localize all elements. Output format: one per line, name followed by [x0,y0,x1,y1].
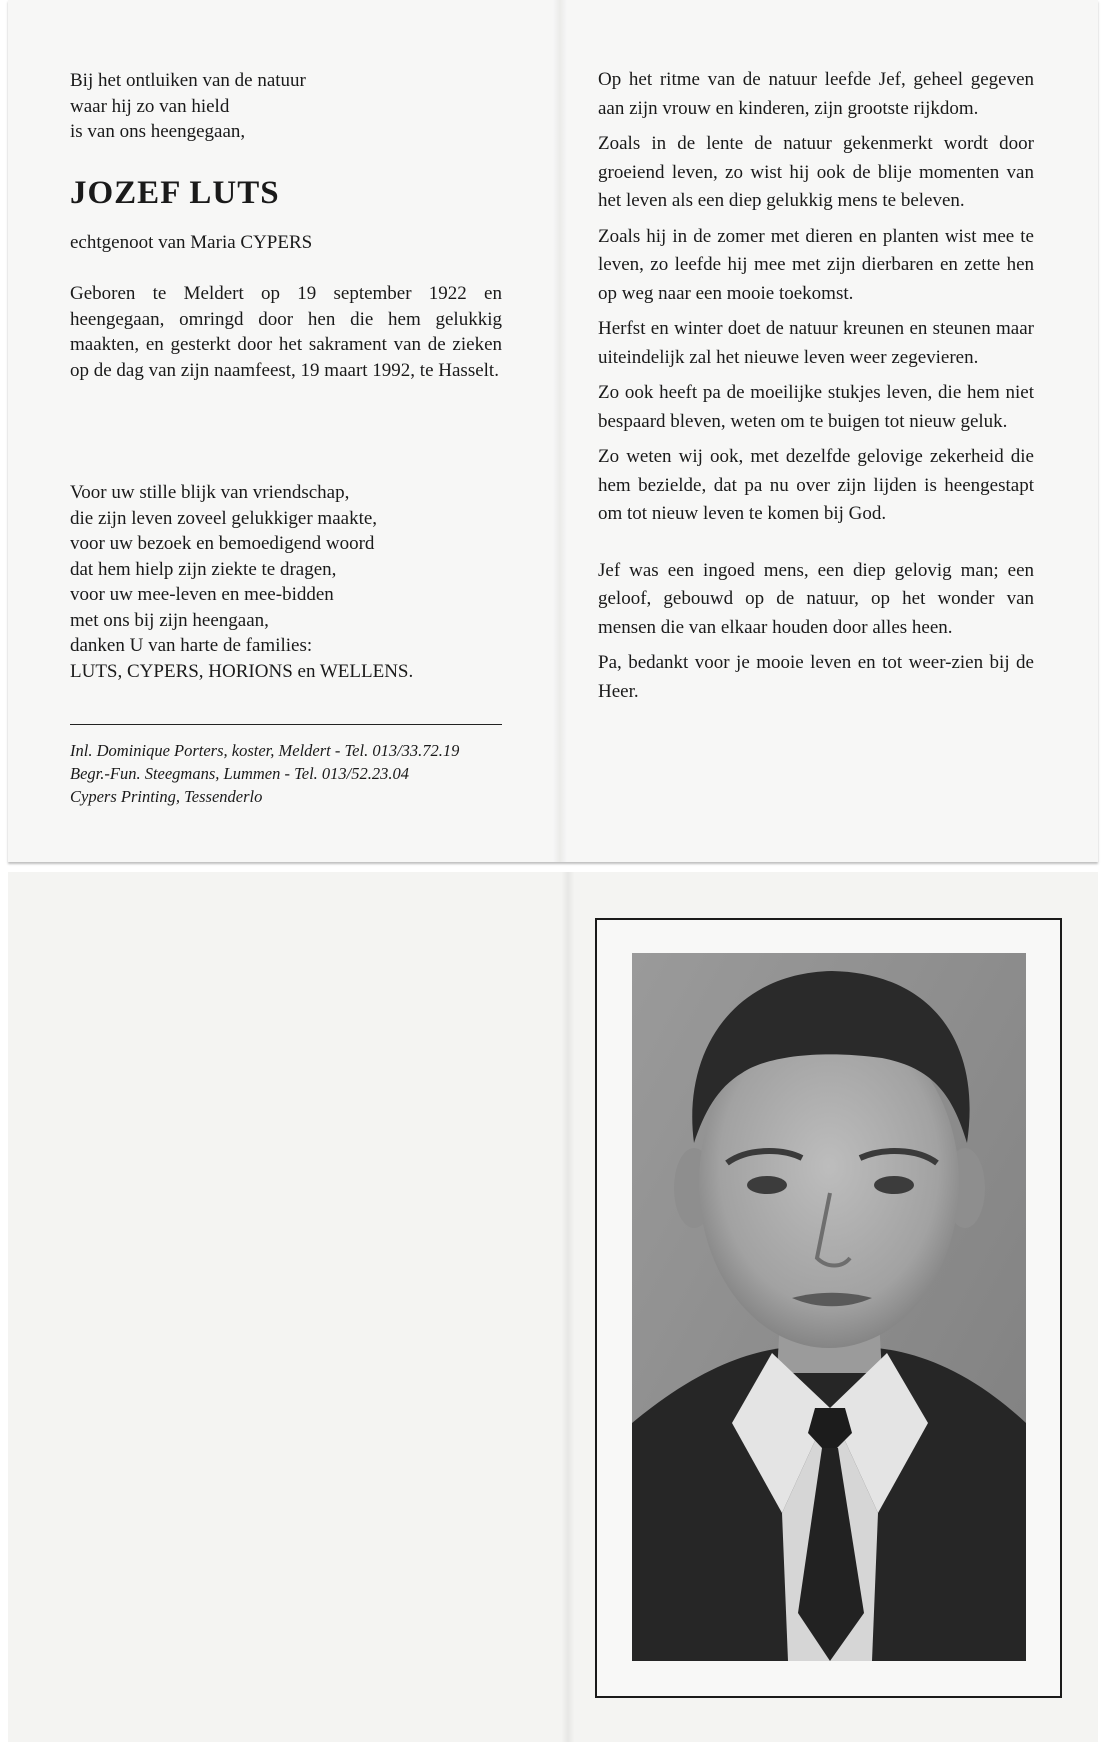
printer-credits [70,739,502,808]
thanks-line: die zijn leven zoveel gelukkiger maakte, [70,507,378,529]
intro-line: is van ons heengegaan, [70,121,246,142]
tribute-paragraph: Zo weten wij ook, met dezelfde gelovige zekerheid die hem bezielde, dat pa nu over zijn lijden is heengestapt om tot nieuw leven te komen bij God. [598,446,1034,524]
intro-verse [70,68,502,145]
tribute-text [598,66,1034,713]
thanks-line: met ons bij zijn heengaan, [70,609,269,631]
biography: Geboren te Meldert op 19 september 1922 en heengegaan, omringd door hen die hem gelukkig maakten, en gesterkt door het sakrament van de zieken op de dag van zijn naamfeest, 19 maart 1992, te Hasselt. [70,283,502,381]
thanks-line: danken U van harte de families: [70,635,313,656]
card-fold [553,0,567,862]
credit-line: Begr.-Fun. Steegmans, Lummen - Tel. 013/52.23.04 [70,764,409,783]
thanks-line: voor uw mee-leven en mee-bidden [70,584,334,605]
credit-line: Inl. Dominique Porters, koster, Meldert - Tel. 013/33.72.19 [70,741,460,760]
tribute-paragraph: Zoals hij in de zomer met dieren en planten wist mee te leven, zo leefde hij mee met zijn dierbaren en zette hen op weg naar een mooie toekomst. [598,225,1034,304]
portrait-photo [632,953,1026,1661]
intro-line: waar hij zo van hield [70,95,230,117]
thanks-line: Voor uw stille blijk van vriendschap, [70,482,350,503]
thanks-line: voor uw bezoek en bemoedigend woord [70,533,375,554]
tribute-paragraph: Jef was een ingoed mens, een diep gelovig man; een geloof, gebouwd op de natuur, op het wonder van mensen die van elkaar houden door alles heen. [598,559,1034,638]
spouse-line: echtgenoot van Maria CYPERS [70,232,313,253]
families-line: LUTS, CYPERS, HORIONS en WELLENS. [70,660,414,682]
tribute-paragraph: Zo ook heeft pa de moeilijke stukjes leven, die hem niet bespaard bleven, weten om te buigen tot nieuw geluk. [598,382,1034,432]
credit-line: Cypers Printing, Tessenderlo [70,787,263,806]
portrait-illustration [632,953,1026,1661]
intro-line: Bij het ontluiken van de natuur [70,70,306,91]
tribute-paragraph: Op het ritme van de natuur leefde Jef, geheel gegeven aan zijn vrouw en kinderen, zijn grootste rijkdom. [598,69,1034,119]
divider-rule [70,724,502,725]
deceased-name: JOZEF LUTS [70,175,280,211]
tribute-paragraph: Zoals in de lente de natuur gekenmerkt wordt door groeiend leven, zo wist hij ook de blije momenten van het leven als een diep gelukkig mens te beleven. [598,133,1034,211]
tribute-paragraph: Herfst en winter doet de natuur kreunen en steunen maar uiteindelijk zal het nieuwe leven weer zegevieren. [598,318,1034,368]
tribute-paragraph: Pa, bedankt voor je mooie leven en tot weer-zien bij de Heer. [598,652,1034,702]
card-fold [561,872,575,1742]
thanks-verse [70,480,502,684]
thanks-line: dat hem hielp zijn ziekte te dragen, [70,558,337,580]
